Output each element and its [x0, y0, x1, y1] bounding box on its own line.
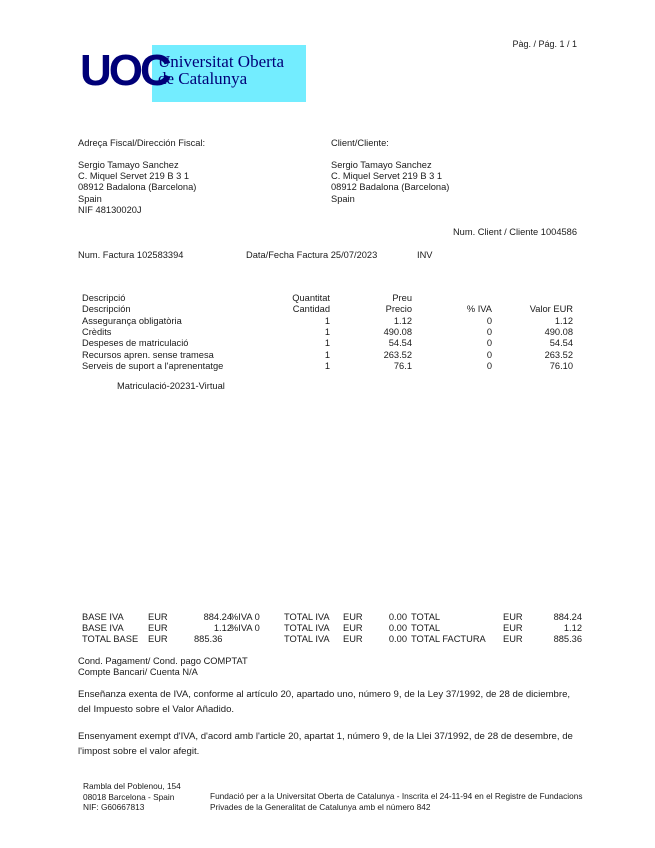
item-qty: 1 — [324, 360, 330, 371]
totals-row — [82, 623, 582, 634]
header-price — [350, 293, 412, 315]
totals-value: 0.00 — [388, 634, 407, 644]
totals-label: BASE IVA — [82, 612, 124, 622]
totals-label: TOTAL — [411, 623, 441, 633]
totals-value: 885.36 — [553, 634, 582, 644]
logo-mark: UOC — [80, 46, 169, 95]
logo-line1: Universitat Oberta — [158, 52, 285, 71]
totals-value: 0.00 — [388, 612, 407, 622]
totals-value: 0.00 — [388, 623, 407, 633]
totals-currency: EUR — [148, 612, 168, 622]
fiscal-nif: NIF 48130020J — [78, 204, 142, 215]
item-desc: Recursos apren. sense tramesa — [82, 349, 214, 360]
enrolment-note: Matriculació-20231-Virtual — [117, 381, 225, 391]
uoc-logo — [80, 45, 306, 102]
header-price-es: Precio — [385, 304, 412, 315]
fiscal-line: Sergio Tamayo Sanchez — [78, 160, 179, 170]
item-value: 263.52 — [544, 349, 573, 360]
item-desc: Assegurança obligatòria — [82, 316, 182, 326]
totals-row — [82, 612, 582, 623]
footer-foundation — [210, 791, 583, 812]
totals-label: TOTAL — [411, 612, 441, 622]
totals-value: 885.36 — [194, 634, 223, 644]
item-value: 490.08 — [544, 327, 573, 338]
items-desc-col — [82, 316, 223, 372]
client-line: 08912 Badalona (Barcelona) — [331, 182, 450, 193]
totals-currency: EUR — [503, 623, 523, 633]
totals-currency: EUR — [343, 634, 363, 644]
totals-currency: EUR — [503, 634, 523, 644]
legal-es: Enseñanza exenta de IVA, conforme al artículo 20, apartado uno, número 9, de la Ley 37/1992, de 28 de diciembre, del Impuesto sobre el Valor Añadido. — [78, 689, 571, 715]
footer-foundation-line: Fundació per a la Universitat Oberta de Catalunya - Inscrita el 24-11-94 en el Registre de Fundacions — [210, 791, 583, 801]
item-vat: 0 — [486, 360, 492, 371]
item-price: 54.54 — [388, 338, 412, 349]
items-vat-col — [440, 316, 492, 372]
client-number: Num. Client / Cliente 1004586 — [452, 227, 577, 237]
totals-vat-rate: %IVA 0 — [230, 623, 260, 633]
item-desc: Crèdits — [82, 327, 112, 338]
item-vat: 0 — [486, 338, 492, 349]
totals-currency: EUR — [148, 634, 168, 644]
item-price: 263.52 — [383, 349, 412, 360]
header-value: Valor EUR — [529, 304, 573, 314]
item-qty: 1 — [324, 338, 330, 349]
item-value: 76.10 — [549, 360, 573, 371]
item-value: 54.54 — [549, 338, 573, 349]
totals-currency: EUR — [343, 612, 363, 622]
fiscal-line: C. Miquel Servet 219 B 3 1 — [78, 171, 190, 182]
item-qty: 1 — [324, 327, 330, 338]
items-value-col — [510, 316, 573, 372]
totals-currency: EUR — [343, 623, 363, 633]
totals-label: TOTAL IVA — [284, 623, 330, 633]
footer-address — [83, 781, 181, 813]
logo-line2: de Catalunya — [158, 69, 248, 88]
item-qty: 1 — [324, 349, 330, 360]
totals-value: 1.12 — [563, 623, 582, 633]
items-qty-col — [270, 316, 330, 372]
totals-value: 884.24 — [553, 612, 582, 622]
client-address — [331, 160, 449, 205]
bank-account: Compte Bancari/ Cuenta N/A — [78, 667, 198, 678]
footer-address-line: 08018 Barcelona - Spain — [83, 791, 175, 802]
client-line: Spain — [331, 193, 355, 204]
legal-ca: Ensenyament exempt d'IVA, d'acord amb l'article 20, apartat 1, número 9, de la Llei 37/1992, de 28 de desembre, de l'impost sobre el valor afegit. — [78, 731, 573, 757]
client-line: Sergio Tamayo Sanchez — [331, 160, 432, 170]
totals-label: TOTAL IVA — [284, 634, 330, 644]
header-qty-es: Cantidad — [292, 304, 330, 315]
item-price: 1.12 — [393, 316, 412, 326]
totals-label: BASE IVA — [82, 623, 124, 633]
invoice-date: Data/Fecha Factura 25/07/2023 — [246, 250, 378, 260]
header-price-ca: Preu — [392, 293, 412, 303]
totals-currency: EUR — [148, 623, 168, 633]
header-desc-ca: Descripció — [82, 293, 126, 303]
item-vat: 0 — [486, 316, 492, 326]
item-price: 76.1 — [393, 360, 412, 371]
footer-nif: NIF: G60667813 — [83, 802, 145, 812]
item-vat: 0 — [486, 327, 492, 338]
totals-currency: EUR — [503, 612, 523, 622]
fiscal-line: 08912 Badalona (Barcelona) — [78, 182, 197, 193]
totals-label: TOTAL IVA — [284, 612, 330, 622]
header-qty — [270, 293, 330, 315]
invoice-type: INV — [417, 250, 433, 260]
item-desc: Serveis de suport a l'aprenentatge — [82, 360, 224, 371]
footer-address-line: Rambla del Poblenou, 154 — [83, 781, 181, 791]
item-vat: 0 — [486, 349, 492, 360]
payment-block — [78, 656, 248, 678]
item-price: 490.08 — [383, 327, 412, 338]
totals-row — [82, 634, 582, 645]
header-desc — [82, 293, 131, 315]
client-title: Client/Cliente: — [331, 138, 389, 148]
totals-value: 1.12 — [213, 623, 232, 633]
totals-value: 884.24 — [203, 612, 232, 622]
fiscal-line: Spain — [78, 193, 102, 204]
header-desc-es: Descripción — [82, 304, 131, 315]
footer-foundation-line: Privades de la Generalitat de Catalunya amb el número 842 — [210, 801, 431, 812]
page-number: Pàg. / Pág. 1 / 1 — [512, 39, 577, 49]
item-desc: Despeses de matriculació — [82, 338, 189, 349]
fiscal-title: Adreça Fiscal/Dirección Fiscal: — [78, 138, 206, 148]
item-qty: 1 — [324, 316, 330, 326]
header-qty-ca: Quantitat — [292, 293, 330, 303]
payment-condition: Cond. Pagament/ Cond. pago COMPTAT — [78, 656, 248, 666]
totals-vat-rate: %IVA 0 — [230, 612, 260, 622]
client-line: C. Miquel Servet 219 B 3 1 — [331, 171, 443, 182]
totals-label: TOTAL FACTURA — [411, 634, 486, 644]
totals-label: TOTAL BASE — [82, 634, 139, 644]
totals-block — [82, 612, 582, 645]
fiscal-address — [78, 160, 196, 216]
invoice-number: Num. Factura 102583394 — [78, 250, 184, 260]
header-vat: % IVA — [466, 304, 492, 314]
items-price-col — [350, 316, 412, 372]
item-value: 1.12 — [554, 316, 573, 326]
